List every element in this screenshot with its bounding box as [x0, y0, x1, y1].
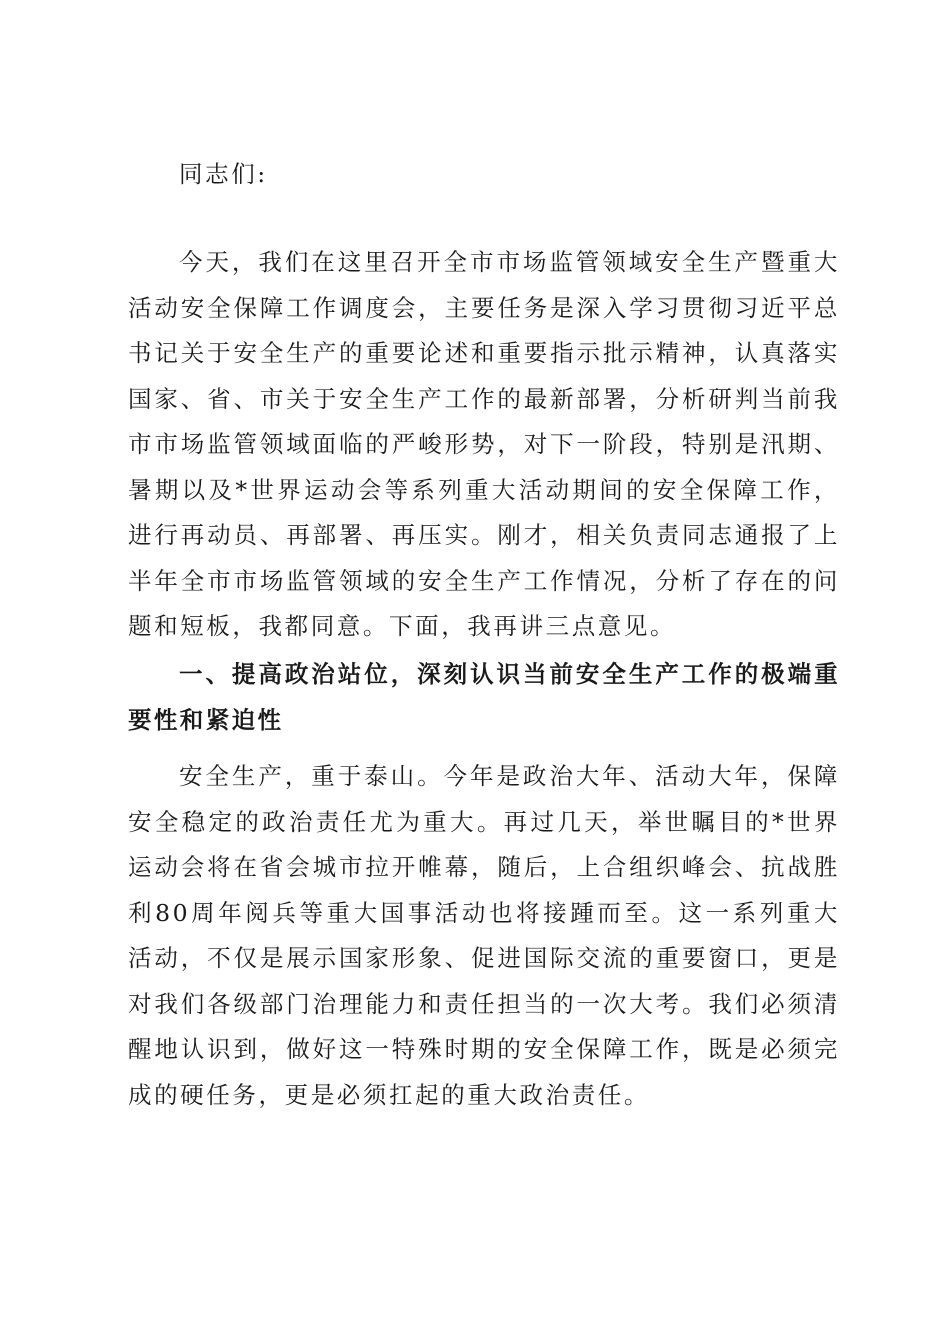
salutation: 同志们:: [179, 160, 268, 188]
paragraph-opening: 今天，我们在这里召开全市市场监管领域安全生产暨重大活动安全保障工作调度会，主要任务是深入学习贯彻习近平总书记关于安全生产的重要论述和重要指示批示精神，认真落实国家、省、市关于安全生产工作的最新部署，分析研判当前我市市场监管领域面临的严峻形势，对下一阶段，特别是汛期、暑期以及*世界运动会等系列重大活动期间的安全保障工作，进行再动员、再部署、再压实。刚才，相关负责同志通报了上半年全市市场监管领域的安全生产工作情况，分析了存在的问题和短板，我都同意。下面，我再讲三点意见。: [128, 248, 840, 640]
section-heading-1: 一、提高政治站位，深刻认识当前安全生产工作的极端重要性和紧迫性: [128, 660, 840, 734]
paragraph-section-1: 安全生产，重于泰山。今年是政治大年、活动大年，保障安全稳定的政治责任尤为重大。再过几天，举世瞩目的*世界运动会将在省会城市拉开帷幕，随后，上合组织峰会、抗战胜利80周年阅兵等重大国事活动也将接踵而至。这一系列重大活动，不仅是展示国家形象、促进国际交流的重要窗口，更是对我们各级部门治理能力和责任担当的一次大考。我们必须清醒地认识到，做好这一特殊时期的安全保障工作，既是必须完成的硬任务，更是必须扛起的重大政治责任。: [128, 762, 840, 1109]
